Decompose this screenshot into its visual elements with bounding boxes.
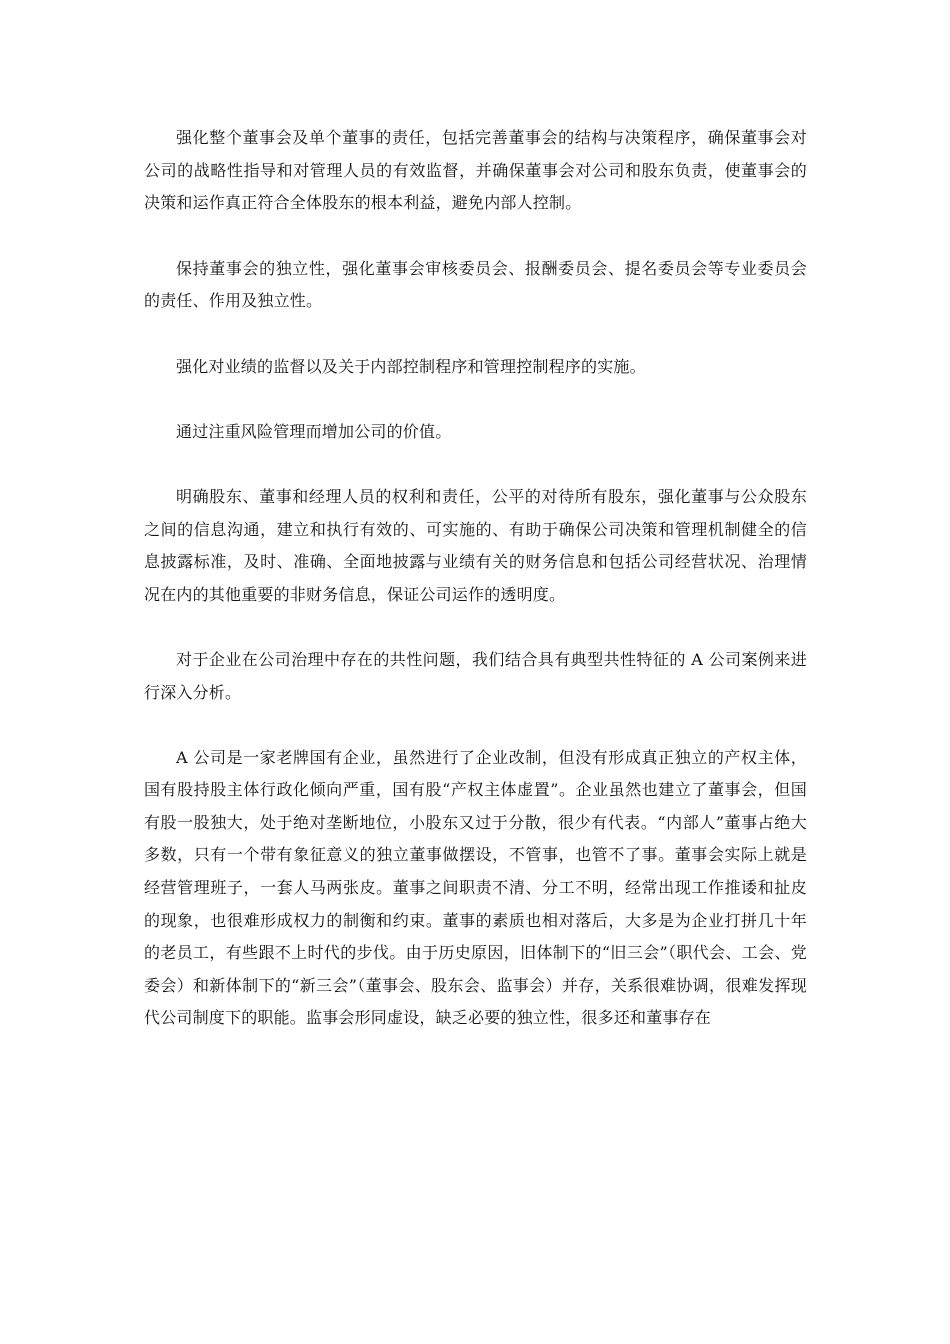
paragraph-case-intro: 对于企业在公司治理中存在的共性问题，我们结合具有典型共性特征的 A 公司案例来进行深入分析。	[144, 649, 807, 702]
document-body	[144, 122, 807, 1068]
paragraph-board-responsibility: 强化整个董事会及单个董事的责任，包括完善董事会的结构与决策程序，确保董事会对公司的战略性指导和对管理人员的有效监督，并确保董事会对公司和股东负责，使董事会的决策和运作真正符合全体股东的根本利益，避免内部人控制。	[144, 128, 807, 213]
paragraph-risk-management: 通过注重风险管理而增加公司的价值。	[176, 421, 452, 441]
paragraph-case-a-company: A 公司是一家老牌国有企业，虽然进行了企业改制，但没有形成真正独立的产权主体，国有股持股主体行政化倾向严重，国有股“产权主体虚置”。企业虽然也建立了董事会，但国有股一股独大，处于绝对垄断地位，小股东又过于分散，很少有代表。“内部人”董事占绝大多数，只有一个带有象征意义的独立董事做摆设，不管事，也管不了事。董事会实际上就是经营管理班子，一套人马两张皮。董事之间职责不清、分工不明，经常出现工作推诿和扯皮的现象，也很难形成权力的制衡和约束。董事的素质也相对落后，大多是为企业打拼几十年的老员工，有些跟不上时代的步伐。由于历史原因，旧体制下的“旧三会”（职代会、工会、党委会）和新体制下的“新三会”（董事会、股东会、监事会）并存，关系很难协调，很难发挥现代公司制度下的职能。监事会形同虚设，缺乏必要的独立性，很多还和董事存在	[144, 747, 807, 1028]
paragraph-board-independence: 保持董事会的独立性，强化董事会审核委员会、报酬委员会、提名委员会等专业委员会的责任、作用及独立性。	[144, 258, 807, 311]
paragraph-disclosure: 明确股东、董事和经理人员的权利和责任，公平的对待所有股东，强化董事与公众股东之间的信息沟通，建立和执行有效的、可实施的、有助于确保公司决策和管理机制健全的信息披露标准，及时、准确、全面地披露与业绩有关的财务信息和包括公司经营状况、治理情况在内的其他重要的非财务信息，保证公司运作的透明度。	[144, 486, 807, 604]
paragraph-performance-oversight: 强化对业绩的监督以及关于内部控制程序和管理控制程序的实施。	[176, 356, 646, 376]
